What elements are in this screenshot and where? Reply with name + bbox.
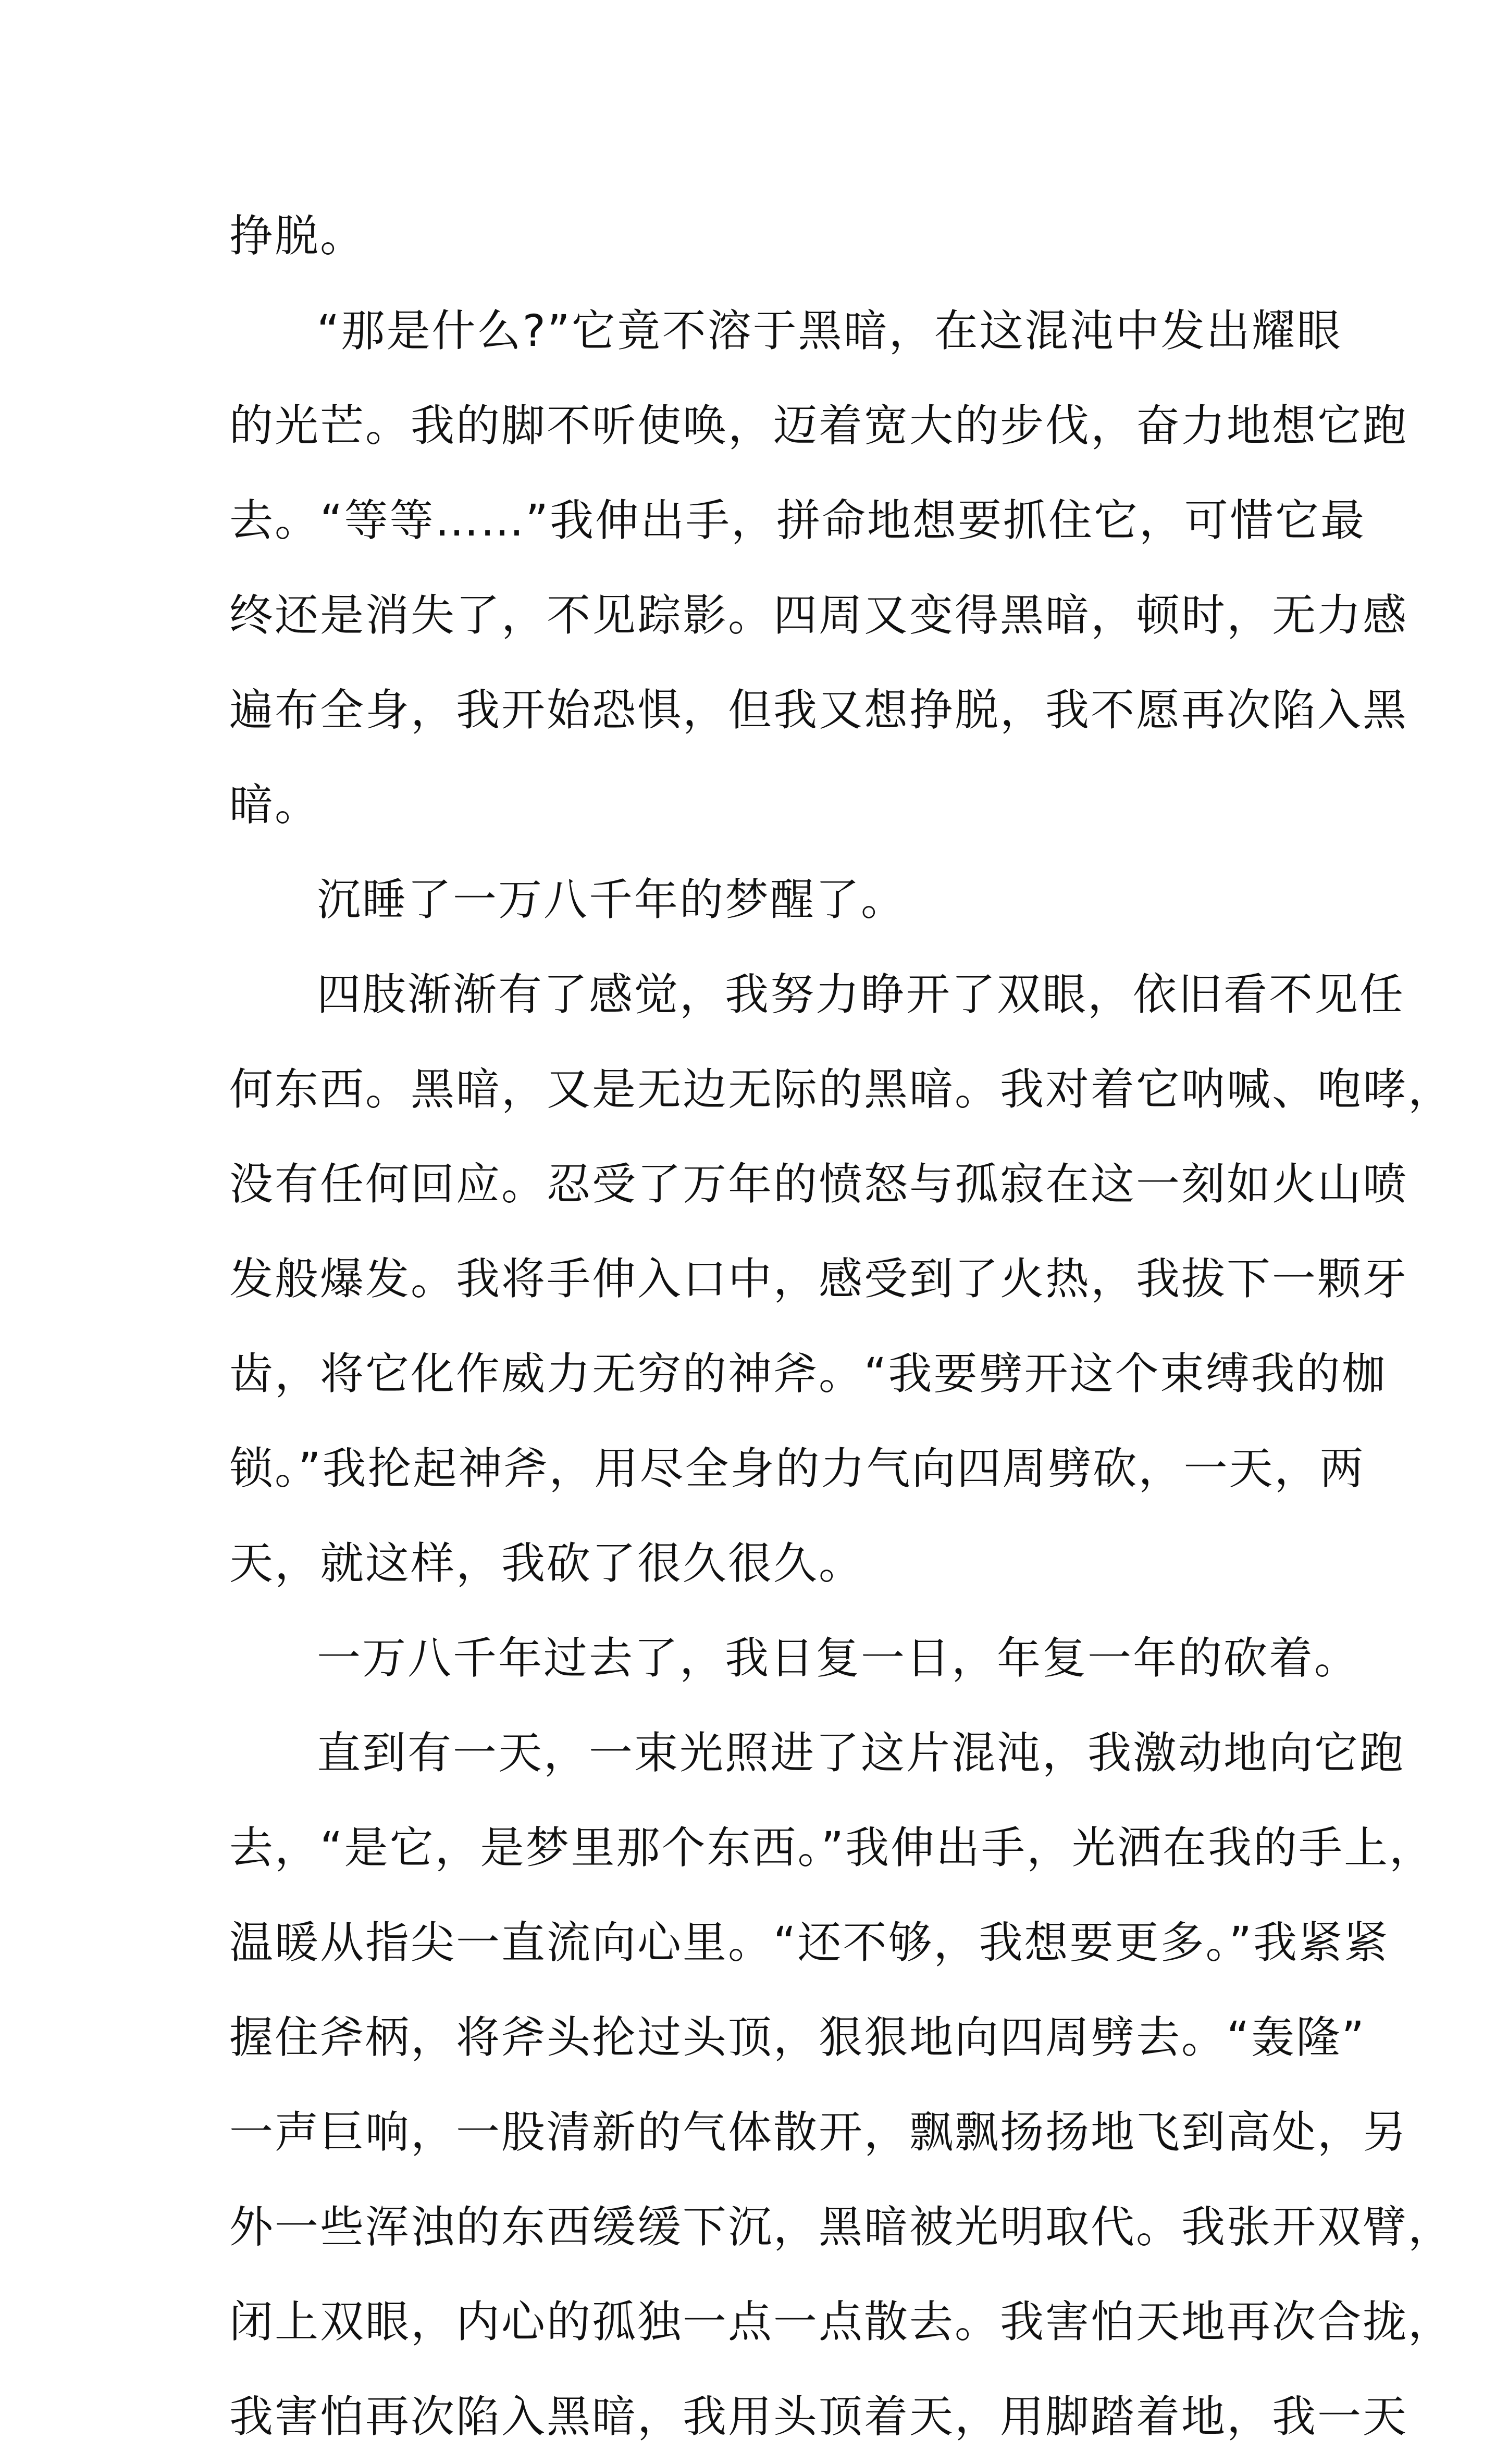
text-line: 齿，将它化作威力无穷的神斧。“我要劈开这个束缚我的枷	[229, 1348, 1387, 1399]
paragraph-first-line: 一万八千年过去了，我日复一日，年复一年的砍着。	[317, 1633, 1360, 1684]
text-line: 去。“等等……”我伸出手，拼命地想要抓住它，可惜它最	[229, 495, 1366, 546]
text-line: 暗。	[229, 779, 320, 830]
text-line: 遍布全身，我开始恐惧，但我又想挣脱，我不愿再次陷入黑	[229, 685, 1408, 736]
text-line: 何东西。黑暗，又是无边无际的黑暗。我对着它呐喊、咆哮，	[229, 1064, 1454, 1115]
paragraph-first-line: “那是什么?”它竟不溶于黑暗，在这混沌中发出耀眼	[317, 305, 1342, 356]
text-line: 没有任何回应。忍受了万年的愤怒与孤寂在这一刻如火山喷	[229, 1159, 1408, 1210]
text-line: 握住斧柄，将斧头抡过头顶，狠狠地向四周劈去。“轰隆”	[229, 2012, 1366, 2063]
paragraph-first-line: 直到有一天，一束光照进了这片混沌，我激动地向它跑	[317, 1727, 1405, 1778]
text-line: 去，“是它，是梦里那个东西。”我伸出手，光洒在我的手上，	[229, 1822, 1435, 1873]
text-line: 温暖从指尖一直流向心里。“还不够，我想要更多。”我紧紧	[229, 1917, 1390, 1968]
body-text	[229, 189, 1454, 2464]
text-line: 锁。”我抡起神斧，用尽全身的力气向四周劈砍，一天，两	[229, 1443, 1365, 1494]
text-line: 终还是消失了，不见踪影。四周又变得黑暗，顿时，无力感	[229, 590, 1408, 641]
text-line: 一声巨响，一股清新的气体散开，飘飘扬扬地飞到高处，另	[229, 2107, 1408, 2158]
paragraph-first-line: 沉睡了一万八千年的梦醒了。	[317, 874, 907, 925]
text-line: 发般爆发。我将手伸入口中，感受到了火热，我拔下一颗牙	[229, 1253, 1408, 1304]
paragraph-first-line: 四肢渐渐有了感觉，我努力睁开了双眼，依旧看不见任	[317, 969, 1405, 1020]
text-line: 天，就这样，我砍了很久很久。	[229, 1538, 864, 1589]
text-line: 外一些浑浊的东西缓缓下沉，黑暗被光明取代。我张开双臂，	[229, 2201, 1454, 2253]
text-line: 的光芒。我的脚不听使唤，迈着宽大的步伐，奋力地想它跑	[229, 400, 1408, 451]
text-line: 闭上双眼，内心的孤独一点一点散去。我害怕天地再次合拢，	[229, 2296, 1454, 2347]
text-line: 我害怕再次陷入黑暗，我用头顶着天，用脚踏着地，我一天	[229, 2391, 1408, 2442]
text-line: 挣脱。	[229, 210, 366, 262]
